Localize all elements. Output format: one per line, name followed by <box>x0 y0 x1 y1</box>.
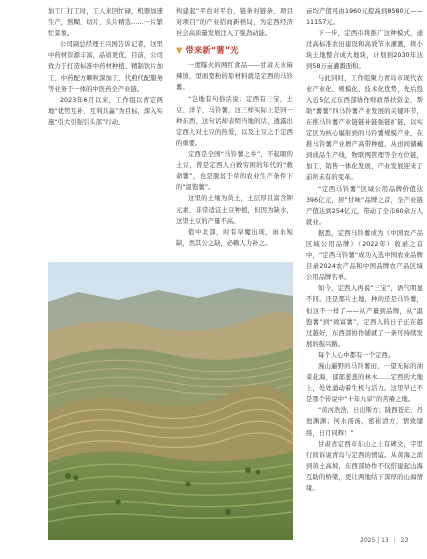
paragraph: “黄河浩浩，日出斯方；陇西苍茫，丹池渊渊；何水汤汤，密崔清方，情致缱绻，日月同辉！” <box>306 407 423 437</box>
paragraph: “定西马铃薯”区域公用品牌价值达396亿元，居“甘味”品牌之首，全产业链产值达到254亿元，带动了全市60余万人就业。 <box>306 185 423 226</box>
paragraph: 据悉，定西马铃薯成为《中国农产品区域公用品牌》（2022年）收录之首中，“定西马铃薯”成功入选中国农业品牌目录2024农产品和中国品牌农产品区域公用品牌名单。 <box>306 229 423 282</box>
footer-separator: | <box>393 537 396 544</box>
paragraph: 构建起“平台对平台、链条对链条、项目对项目”的产业招商新格局，为定西经济社会高质量发展注入了强劲动能。 <box>176 8 293 38</box>
paragraph: 与此同时，工作组聚力青岛市现代农业产业化、规模化、技术化优势，先后投入近5亿元东西部协作财政帮扶资金，帮助“薯薯”四马铃薯产业发展的关键环节，在推马铃薯产业链链补链强链扩链，以实定区为核心辐射到的马铃薯规模产业，在推马铃薯产业增产高带种植，从田间储藏到成品生产线，物联网管理等全方位链，加工、销售一体化发展，产业发展迎来了前所未有的变革。 <box>306 74 423 182</box>
article-column-3 <box>306 6 423 494</box>
paragraph: 如今，定西人再说“三宝”，语气明显不同。还是那片土地，种的还是马铃薯，但这不一样了——从产量到品牌，从“温饱薯”到“致富薯”，定西人的日子正在越过越好，东西部协作铺就了一条可持续发展的振兴路。 <box>306 285 423 348</box>
paragraph: 2023年6月以来，工作组以青定两地“优势互补、互利共赢”为目标，深入实施“引大引强引头部”行动， <box>48 96 163 126</box>
paragraph: 下一步，定西市将推广这种模式，通过高标准农田建设和高效节水灌溉，将小块土地整合成大地块，计划到2030年达到58万亩灌溉面积。 <box>306 30 423 71</box>
paragraph: 这里的土壤为黄土，土层厚且富含钾元素，非常适宜土豆种植，但因为缺水，这里土豆的产量不高。 <box>176 195 293 225</box>
paragraph: 公司副总经理王兴国告诉记者，这里中药材资源丰富，品质更优，目前，公司致力于打造标准中药材种植、精制饮片加工、中药配方颗粒深加工、代煎代配服务等业务于一体的中医药全产业链。 <box>48 41 163 93</box>
page-footer <box>360 537 408 544</box>
issue-date: 2025 | 13 <box>360 537 389 544</box>
paragraph: 值中北部，时有旱魔出现，雨水短缺，然其公之缺，必赖人力补之。 <box>176 228 293 247</box>
paragraph: 加工厂打工时，工人来回忙碌，机器加速生产，熬糊、切片、头片精选……一片繁忙景象。 <box>48 8 163 38</box>
heading-arrow-icon: ▼ <box>176 45 183 56</box>
section-heading <box>176 44 293 57</box>
paragraph: 漫山遍野的马铃薯田，一望无际的油菜花海，郁郁葱葱的林木……定西的大地上，处处涌动着生机与活力。这里早已不是那个传说中“十年九旱”的苦瘠之地。 <box>306 363 423 404</box>
terraced-hills-photo <box>48 262 293 540</box>
section-heading-text: 带来新“薯”光 <box>185 45 239 56</box>
paragraph: 定西是全国“马铃薯之乡”，不起眼的土豆，曾是定西人自救穷困的年代的“救命薯”，也是脱贫于草的农业生产条件下的“温饱薯”。 <box>176 151 293 192</box>
paragraph: 甘肃省定西市东山之上有碑文，字里行间诉说青岛与定西的情谊。从黄海之滨到黄土高坡，东西部协作不仅搭建起山海互助的桥梁，更让两地结下深厚的山海情缘。 <box>306 440 423 493</box>
paragraph: 一度曝火的网红食品——甘肃天水麻辣烫，里面宽粉的原材料就是定西的马铃薯。 <box>176 62 293 92</box>
paragraph: “岂地有句俗话说：定西有三宝，土豆、洋芋、马铃薯，这三样实际上是同一种东西，这句话却表明当地的话，透露出定西人对土豆的热爱，以及土豆之于定西的重要。 <box>176 95 293 147</box>
paragraph: 每个人心中都有一个定西。 <box>318 351 395 359</box>
article-column-2 <box>176 6 293 249</box>
page-number: 23 <box>400 537 409 544</box>
paragraph: 亩均产值可由1960元提高到8580元——11157元。 <box>306 8 423 27</box>
article-column-1 <box>48 6 163 128</box>
